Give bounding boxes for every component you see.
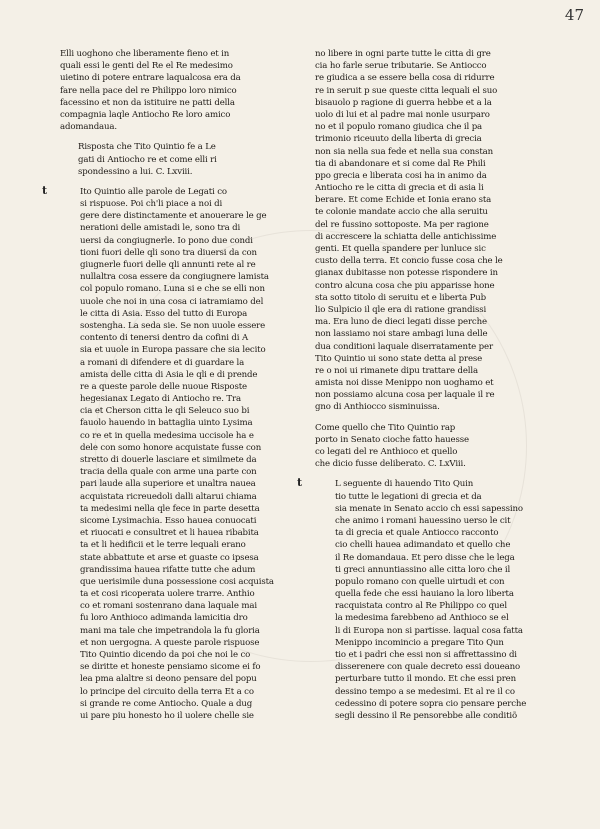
text-line: quali essi le genti del Re el Re medesimo (60, 61, 233, 72)
text-line: custo della terra. Et concio fusse cosa che le (315, 256, 503, 267)
initial-letter-t-2: t (297, 476, 302, 490)
text-line: tracia della quale con arme una parte con (80, 467, 257, 478)
left-paragraph-2-wrap (42, 183, 282, 722)
text-line: co legati del re Anthioco et quello (315, 447, 458, 457)
text-line: ta et cosi ricoperata uolere trarre. Anthio (80, 589, 255, 600)
text-line: state abbattute et arse et guaste co ipsesa (80, 552, 259, 563)
text-line: compagnia laqle Antiocho Re loro amico (60, 109, 231, 120)
text-line: il Re domandaua. Et pero disse che le lega (335, 552, 515, 563)
text-line: Risposta che Tito Quintio fe a Le (78, 142, 216, 153)
text-line: sia et uuole in Europa passare che sia lecito (80, 345, 266, 356)
text-line: trimonio riceuuto della liberta di grecia (315, 134, 482, 145)
text-line: gianax dubitasse non potesse rispondere in (315, 268, 498, 279)
text-line: te colonie mandate accio che alla seruitu (315, 207, 488, 218)
text-line: ta medesimi nella qle fece in parte desetta (80, 503, 260, 514)
text-line: giugnerle fuori delle qli annunti rete al re (80, 260, 256, 270)
text-line: dele con somo honore acquistate fusse con (80, 442, 262, 453)
text-line: dessino tempo a se medesimi. Et al re il co (335, 686, 515, 697)
text-line: sia menate in Senato accio ch essi sapessino (335, 503, 523, 514)
text-line: genti. Et quella spandere per lunluce sic (315, 244, 486, 254)
text-line: cio chelli hauea adimandato et quello che (335, 540, 511, 551)
right-paragraph-2 (335, 478, 537, 722)
text-line: amista delle citta di Asia le qli e di prende (80, 369, 258, 380)
text-line: re in seruit p sue queste citta lequali el suo (315, 85, 498, 96)
chapter-heading-68 (78, 141, 278, 178)
left-paragraph-1 (60, 48, 282, 133)
text-line: nerationi delle amistadi le, sono tra di (80, 223, 241, 234)
text-line: co re et in quella medesima uccisole ha e (80, 430, 254, 441)
text-line: Tito Quintio ui sono state detta al prese (315, 353, 483, 364)
text-line: sicome Lysimachia. Esso hauea conuocati (80, 515, 257, 526)
text-line: si grande re come Antiocho. Quale a dug (80, 698, 253, 709)
text-line: Elli uoghono che liberamente fieno et in (60, 49, 230, 59)
text-line: gati di Antiocho re et come elli ri (78, 154, 217, 165)
text-line: que uerisimile duna possessione cosi acquista (80, 576, 274, 587)
text-line: uietino di potere entrare laqualcosa era da (60, 73, 241, 84)
text-line: tioni fuori delle qli sono tra diuersi da con (80, 247, 257, 258)
text-line: no libere in ogni parte tutte le citta di gre (315, 49, 491, 59)
text-line: ui pare piu honesto ho il uolere chelle sie (80, 710, 254, 721)
text-line: lea pma alaltre si deono pensare del popu (80, 674, 257, 685)
right-paragraph-2-wrap (297, 476, 537, 722)
text-line: uolo di lui et al padre mai nonle usurparo (315, 109, 490, 120)
text-line: fauolo hauendo in battaglia uinto Lysima (80, 418, 253, 429)
text-line: Menippo incomincio a pregare Tito Qun (335, 637, 504, 648)
text-line: lio Sulpicio il qle era di ratione grandissi (315, 304, 487, 315)
left-column (42, 48, 282, 722)
text-line: non possiamo alcuna cosa per laquale il re (315, 390, 495, 401)
text-line: la medesima farebbeno ad Anthioco se el (335, 613, 509, 624)
text-line: cedessino di potere sopra cio pensare perche (335, 698, 527, 709)
text-line: re o noi ui rimanete dipu trattare della (315, 365, 478, 376)
text-line: L seguente di hauendo Tito Quin (335, 479, 474, 490)
text-line: cia et Cherson citta le qli Seleuco suo bi (80, 406, 250, 417)
chapter-heading-69 (315, 422, 515, 471)
text-line: spondessino a lui. C. Lxviii. (78, 166, 193, 177)
text-line: li di Europa non si partisse. laqual cosa fatta (335, 625, 523, 636)
text-line: tia di abandonare et si come dal Re Phili (315, 158, 486, 169)
text-line: racquistata contro al Re Philippo co quel (335, 601, 507, 612)
text-line: adomandaua. (60, 122, 117, 133)
text-line: si rispuose. Poi ch'li piace a noi di (80, 199, 223, 210)
text-line: gere dere distinctamente et anouerare le ge (80, 211, 267, 222)
folio-number: 47 (564, 6, 584, 24)
text-line: mani ma tale che impetrandola la fu gloria (80, 625, 260, 636)
initial-letter-t: t (42, 183, 47, 197)
text-line: re a queste parole delle nuoue Risposte (80, 381, 247, 392)
text-line: amista noi disse Menippo non uoghamo et (315, 378, 494, 389)
text-line: sta sotto titolo di seruitu et e liberta Pub (315, 292, 486, 303)
text-line: contento di tenersi dentro da cofini di A (80, 333, 249, 344)
text-line: no et il populo romano giudica che il pa (315, 122, 483, 133)
text-line: che dicio fusse deliberato. C. LxViii. (315, 459, 466, 470)
text-line: del re fussino sottoposte. Ma per ragione (315, 219, 489, 230)
text-line: hegesianax Legato di Antiocho re. Tra (80, 394, 241, 405)
text-line: contro alcuna cosa che piu apparisse hone (315, 280, 495, 291)
text-line: bisauolo p ragione di guerra hebbe et a la (315, 97, 492, 108)
text-line: ta di grecia et quale Antiocco racconto (335, 528, 499, 539)
text-line: pari laude alla superiore et unaltra nauea (80, 479, 256, 490)
text-line: porto in Senato cioche fatto hauesse (315, 434, 469, 445)
text-line: ti greci annuntiassino alle citta loro che il (335, 564, 511, 575)
text-line: che animo i romani hauessino uerso le cit (335, 515, 511, 526)
text-line: Come quello che Tito Quintio rap (315, 422, 456, 433)
text-line: fu loro Anthioco adimanda lamicitia dro (80, 613, 248, 624)
right-column (297, 48, 537, 722)
text-line: dua conditioni laquale diserratamente per (315, 341, 493, 352)
right-paragraph-1 (315, 48, 537, 414)
text-line: gno di Anthiocco sisminuissa. (315, 402, 440, 413)
text-line: et riuocati e consultret et li hauea ribabita (80, 528, 259, 539)
text-line: non sia nella sua fede et nella sua constan (315, 146, 493, 157)
text-line: a romani di difendere et di guardare la (80, 357, 245, 368)
left-paragraph-2 (80, 186, 282, 722)
text-line: nullaltra cosa essere da congiugnere lamista (80, 272, 269, 283)
text-line: quella fede che essi hauiano la loro liberta (335, 589, 514, 600)
text-line: stretto di douerle lasciare et similmete da (80, 455, 257, 465)
text-line: cia ho farle serue tributarie. Se Antiocco (315, 61, 487, 72)
text-line: uersi da congiugnerle. Io pono due condi (80, 235, 253, 246)
text-line: fare nella pace del re Philippo loro nimico (60, 85, 237, 96)
text-line: col populo romano. Luna si e che se elli non (80, 284, 265, 295)
text-line: co et romani sostenrano dana laquale mai (80, 601, 257, 612)
text-line: perturbare tutto il mondo. Et che essi pren (335, 674, 517, 685)
text-line: populo romano con quelle uirtudi et con (335, 576, 505, 587)
text-line: disserenere con quale decreto essi doueano (335, 662, 521, 673)
text-line: et non uergogna. A queste parole rispuose (80, 637, 260, 648)
text-line: tio tutte le legationi di grecia et da (335, 491, 482, 502)
text-line: di accrescere la schiatta delle antichissime (315, 231, 497, 242)
text-line: Antiocho re le citta di grecia et di asia li (315, 183, 484, 194)
text-line: uuole che noi in una cosa ci iatramiamo del (80, 296, 264, 307)
text-line: ppo grecia e liberata cosi ha in animo da (315, 170, 487, 181)
text-line: Ito Quintio alle parole de Legati co (80, 186, 227, 197)
text-line: Tito Quintio dicendo da poi che noi le co (80, 650, 251, 660)
text-line: re giudica a se essere bella cosa di ridurre (315, 73, 495, 84)
text-line: ma. Era luno de dieci legati disse perche (315, 317, 487, 328)
text-line: non lassiamo noi stare ambagi luna delle (315, 329, 488, 340)
text-line: ta et li hedificii et le terre lequali erano (80, 540, 246, 551)
text-line: tio et i padri che essi non si affrettassino di (335, 650, 517, 660)
text-line: grandissima hauea rifatte tutte che adum (80, 564, 256, 575)
text-line: facessino et non da istituire ne patti della (60, 97, 235, 108)
text-line: segli dessino il Re pensorebbe alle conditiõ (335, 710, 518, 721)
text-line: se diritte et honeste pensiamo sicome ei fo (80, 662, 261, 673)
text-line: sostengha. La seda sie. Se non uuole essere (80, 320, 266, 331)
text-line: lo principe del circuito della terra Et a co (80, 686, 254, 697)
text-line: acquistata ricreuedoli dalli altarui chiama (80, 491, 257, 502)
text-line: le citta di Asia. Esso del tutto di Europa (80, 308, 248, 319)
text-line: berare. Et come Echide et Ionia erano sta (315, 195, 492, 206)
